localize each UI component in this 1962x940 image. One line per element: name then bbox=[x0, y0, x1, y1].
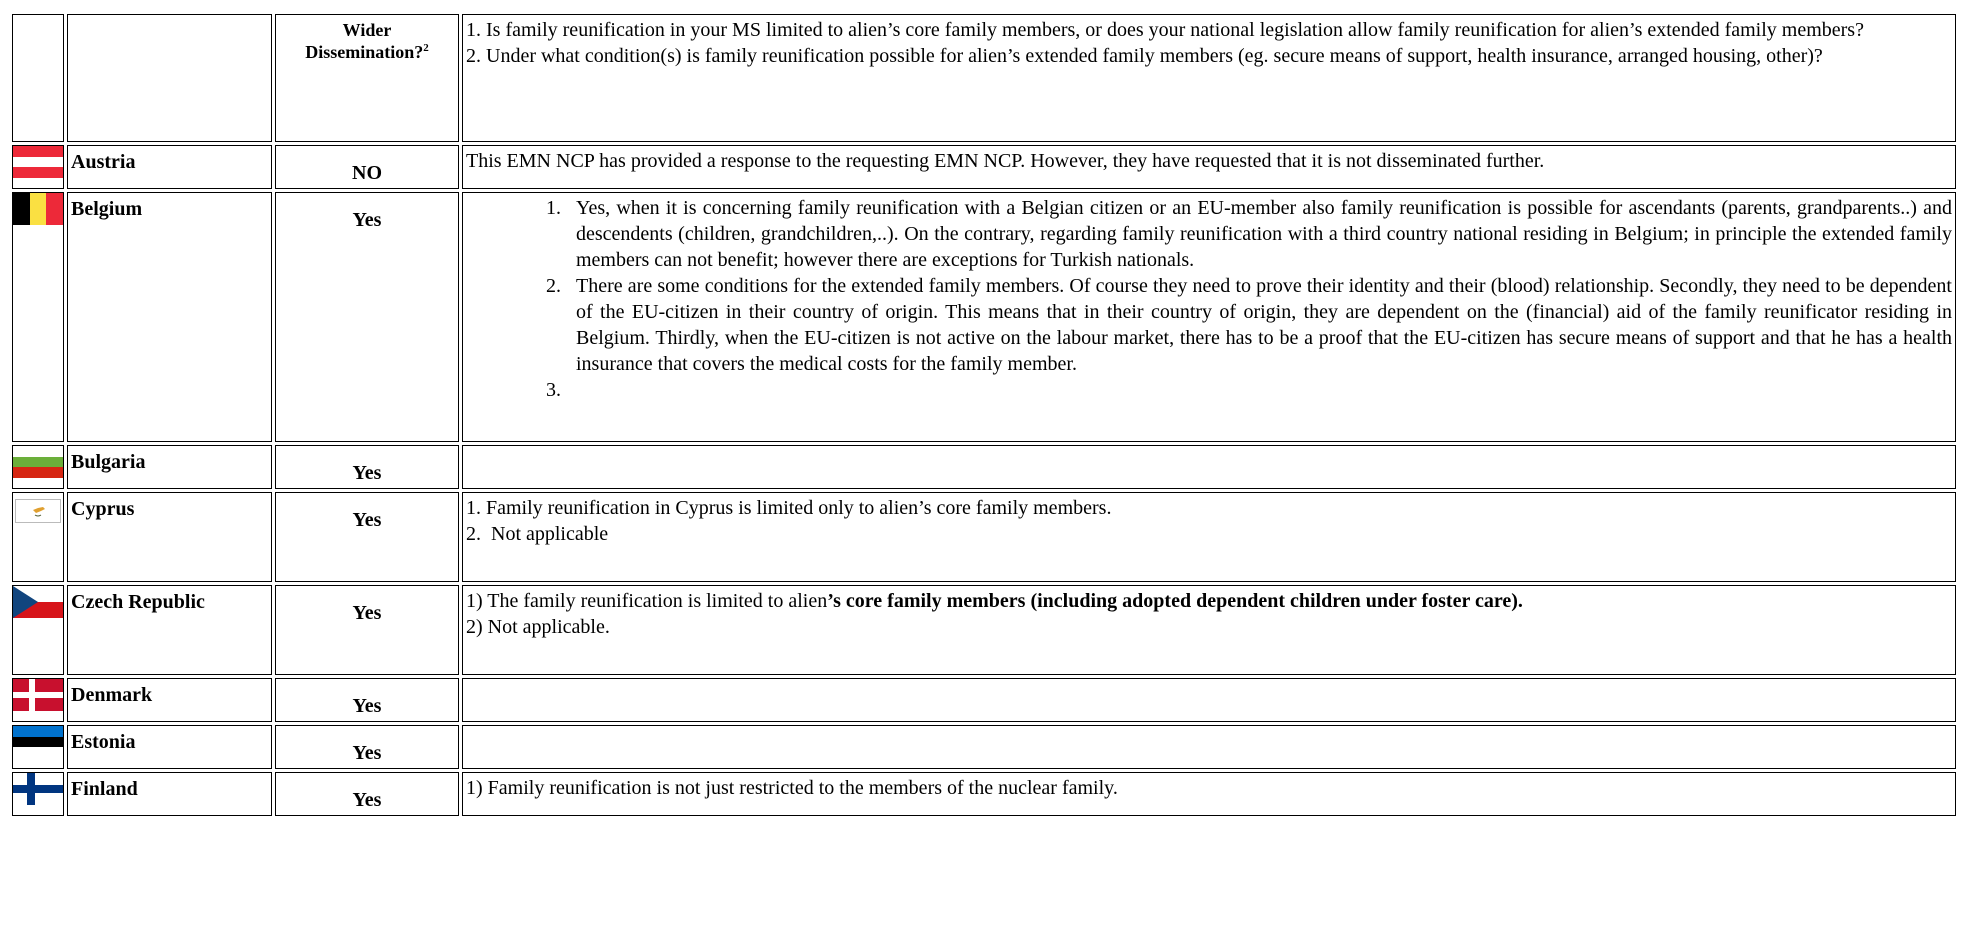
country-czech-republic: Czech Republic bbox=[67, 585, 272, 675]
dissemination-belgium: Yes bbox=[275, 192, 459, 442]
row-belgium bbox=[12, 192, 1956, 442]
dissemination-bulgaria: Yes bbox=[275, 445, 459, 489]
dissemination-footnote: 2 bbox=[423, 42, 429, 54]
row-finland bbox=[12, 772, 1956, 816]
flag-austria-icon bbox=[13, 146, 63, 178]
country-estonia: Estonia bbox=[67, 725, 272, 769]
header-dissemination-cell bbox=[275, 14, 459, 142]
header-question-cell bbox=[462, 14, 1956, 142]
row-cyprus bbox=[12, 492, 1956, 582]
family-reunification-table bbox=[9, 11, 1959, 819]
row-bulgaria bbox=[12, 445, 1956, 489]
country-finland: Finland bbox=[67, 772, 272, 816]
answer-bulgaria bbox=[462, 445, 1956, 489]
dissemination-cyprus: Yes bbox=[275, 492, 459, 582]
answer-cyprus-line2: 2. Not applicable bbox=[466, 523, 609, 545]
flag-cell-austria bbox=[12, 145, 64, 189]
cyprus-map-icon bbox=[16, 500, 60, 522]
answer-czech-line1 bbox=[466, 588, 1952, 614]
flag-czech-republic-icon bbox=[13, 586, 63, 618]
answer-estonia bbox=[462, 725, 1956, 769]
header-flag-cell bbox=[12, 14, 64, 142]
flag-cyprus-icon bbox=[15, 499, 61, 523]
header-country-cell bbox=[67, 14, 272, 142]
flag-cell-czech-republic bbox=[12, 585, 64, 675]
dissemination-label-line2: Dissemination? bbox=[305, 42, 424, 62]
answer-belgium bbox=[462, 192, 1956, 442]
flag-cell-cyprus bbox=[12, 492, 64, 582]
flag-cell-denmark bbox=[12, 678, 64, 722]
answer-czech-line2: 2) Not applicable. bbox=[466, 616, 610, 638]
country-belgium: Belgium bbox=[67, 192, 272, 442]
answer-czech-line1-bold: ’s core family members (including adopted dependent children under foster care). bbox=[827, 590, 1523, 612]
country-bulgaria: Bulgaria bbox=[67, 445, 272, 489]
country-denmark: Denmark bbox=[67, 678, 272, 722]
answer-austria: This EMN NCP has provided a response to the requesting EMN NCP. However, they have requested that it is not disseminated further. bbox=[462, 145, 1956, 189]
row-czech-republic bbox=[12, 585, 1956, 675]
dissemination-finland: Yes bbox=[275, 772, 459, 816]
dissemination-austria: NO bbox=[275, 145, 459, 189]
row-austria bbox=[12, 145, 1956, 189]
flag-estonia-icon bbox=[13, 726, 63, 758]
dissemination-label-line1: Wider bbox=[342, 20, 392, 40]
country-cyprus: Cyprus bbox=[67, 492, 272, 582]
answer-czech-line1-plain: 1) The family reunification is limited to alien bbox=[466, 590, 828, 612]
answer-cyprus bbox=[462, 492, 1956, 582]
answer-belgium-list bbox=[466, 195, 1952, 403]
flag-cell-bulgaria bbox=[12, 445, 64, 489]
answer-cyprus-line1: 1. Family reunification in Cyprus is limited only to alien’s core family members. bbox=[466, 497, 1112, 519]
question-2: 2. Under what condition(s) is family reunification possible for alien’s extended family members (eg. secure means of support, health insurance, arranged housing, other)? bbox=[466, 45, 1823, 67]
answer-czech-republic bbox=[462, 585, 1956, 675]
dissemination-denmark: Yes bbox=[275, 678, 459, 722]
answer-finland: 1) Family reunification is not just restricted to the members of the nuclear family. bbox=[462, 772, 1956, 816]
flag-bulgaria-icon bbox=[13, 446, 63, 478]
flag-denmark-icon bbox=[13, 679, 63, 711]
question-1: 1. Is family reunification in your MS limited to alien’s core family members, or does your national legislation allow family reunification for alien’s extended family members? bbox=[466, 19, 1864, 41]
flag-belgium-icon bbox=[13, 193, 63, 225]
list-item: 2. There are some conditions for the extended family members. Of course they need to prove their identity and their (blood) relationship. Secondly, they need to be dependent of the EU-citizen in their country of origin. This means that in their country of origin, they are dependent on the (financial) aid of the family reunificator residing in Belgium. Thirdly, when the EU-citizen is not active on the labour market, there has to be a proof that the EU-citizen has secure means of support and that he has a health insurance that covers the medical costs for the family member. bbox=[566, 273, 1952, 377]
row-estonia bbox=[12, 725, 1956, 769]
header-row bbox=[12, 14, 1956, 142]
list-item bbox=[566, 377, 1952, 403]
row-denmark bbox=[12, 678, 1956, 722]
country-austria: Austria bbox=[67, 145, 272, 189]
flag-cell-finland bbox=[12, 772, 64, 816]
dissemination-czech-republic: Yes bbox=[275, 585, 459, 675]
flag-cell-estonia bbox=[12, 725, 64, 769]
answer-denmark bbox=[462, 678, 1956, 722]
flag-cell-belgium bbox=[12, 192, 64, 442]
list-item: 1. Yes, when it is concerning family reunification with a Belgian citizen or an EU-member also family reunification is possible for ascendants (parents, grandparents..) and descendents (children, grandchildren,..). On the contrary, regarding family reunification with a third country national residing in Belgium; in principle the extended family members can not benefit; however there are exceptions for Turkish nationals. bbox=[566, 195, 1952, 273]
dissemination-estonia: Yes bbox=[275, 725, 459, 769]
flag-finland-icon bbox=[13, 773, 63, 805]
